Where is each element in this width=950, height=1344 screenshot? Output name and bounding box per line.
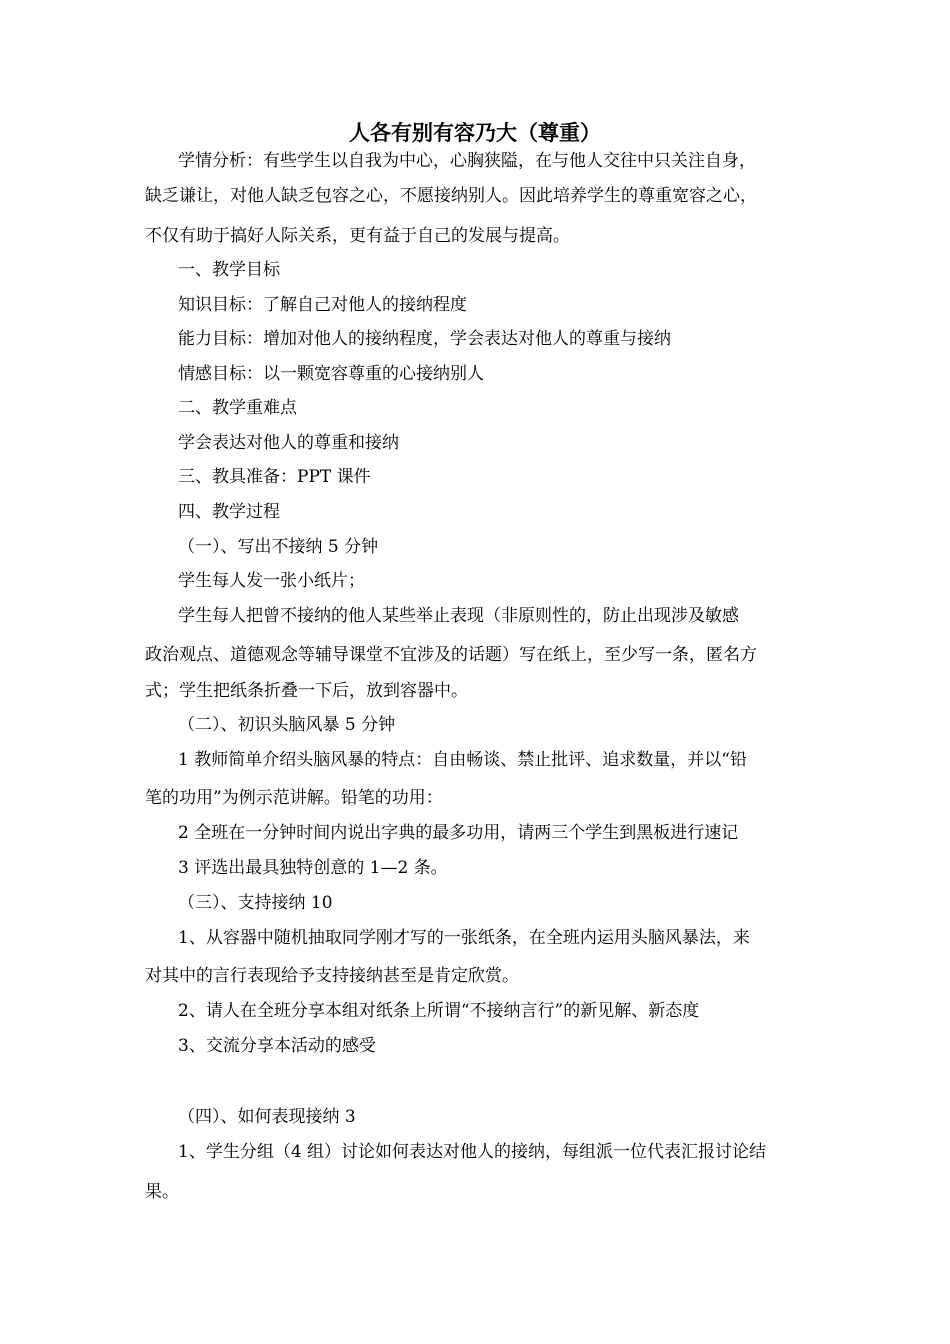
paragraph-line: 学生每人发一张小纸片； — [178, 571, 365, 591]
paragraph-line: 不仅有助于搞好人际关系，更有益于自己的发展与提高。 — [145, 226, 570, 246]
paragraph-line: 情感目标：以一颗宽容尊重的心接纳别人 — [178, 364, 484, 384]
paragraph-line: 1 教师简单介绍头脑风暴的特点：自由畅谈、禁止批评、追求数量，并以“铅 — [178, 750, 747, 770]
paragraph-line: 对其中的言行表现给予支持接纳甚至是肯定欣赏。 — [145, 966, 519, 986]
paragraph-line: 政治观点、道德观念等辅导课堂不宜涉及的话题）写在纸上，至少写一条，匿名方 — [145, 645, 757, 665]
paragraph-line: 笔的功用”为例示范讲解。铅笔的功用： — [145, 788, 443, 808]
paragraph-line: 学生每人把曾不接纳的他人某些举止表现（非原则性的，防止出现涉及敏感 — [178, 606, 739, 626]
paragraph-line: 知识目标：了解自己对他人的接纳程度 — [178, 295, 467, 315]
paragraph-line: 1、学生分组（4 组）讨论如何表达对他人的接纳，每组派一位代表汇报讨论结 — [178, 1142, 767, 1162]
section-heading: 一、教学目标 — [178, 260, 280, 280]
paragraph-line: 3 评选出最具独特创意的 1—2 条。 — [178, 858, 448, 878]
subsection-heading: （一）、写出不接纳 5 分钟 — [178, 537, 379, 557]
paragraph-line: 式；学生把纸条折叠一下后，放到容器中。 — [145, 681, 468, 701]
paragraph-line: 学会表达对他人的尊重和接纳 — [178, 433, 399, 453]
paragraph-line: 2、请人在全班分享本组对纸条上所谓“不接纳言行”的新见解、新态度 — [178, 1001, 700, 1021]
paragraph-line: 3、交流分享本活动的感受 — [178, 1036, 376, 1056]
paragraph-line: 能力目标：增加对他人的接纳程度，学会表达对他人的尊重与接纳 — [178, 329, 671, 349]
section-heading: 四、教学过程 — [178, 502, 280, 522]
paragraph-line: 2 全班在一分钟时间内说出字典的最多功用，请两三个学生到黑板进行速记 — [178, 823, 739, 843]
subsection-heading: （三）、支持接纳 10 — [178, 893, 333, 913]
document-title: 人各有别有容乃大（尊重） — [349, 120, 601, 145]
subsection-heading: （四）、如何表现接纳 3 — [178, 1107, 356, 1127]
paragraph-line: 缺乏谦让，对他人缺乏包容之心，不愿接纳别人。因此培养学生的尊重宽容之心， — [145, 186, 757, 206]
section-heading: 三、教具准备：PPT 课件 — [178, 467, 371, 487]
section-heading: 二、教学重难点 — [178, 398, 297, 418]
paragraph-line: 学情分析：有些学生以自我为中心，心胸狭隘，在与他人交往中只关注自身， — [178, 151, 756, 171]
paragraph-line: 1、从容器中随机抽取同学刚才写的一张纸条，在全班内运用头脑风暴法，来 — [178, 928, 750, 948]
subsection-heading: （二）、初识头脑风暴 5 分钟 — [178, 715, 396, 735]
paragraph-line: 果。 — [145, 1182, 179, 1202]
